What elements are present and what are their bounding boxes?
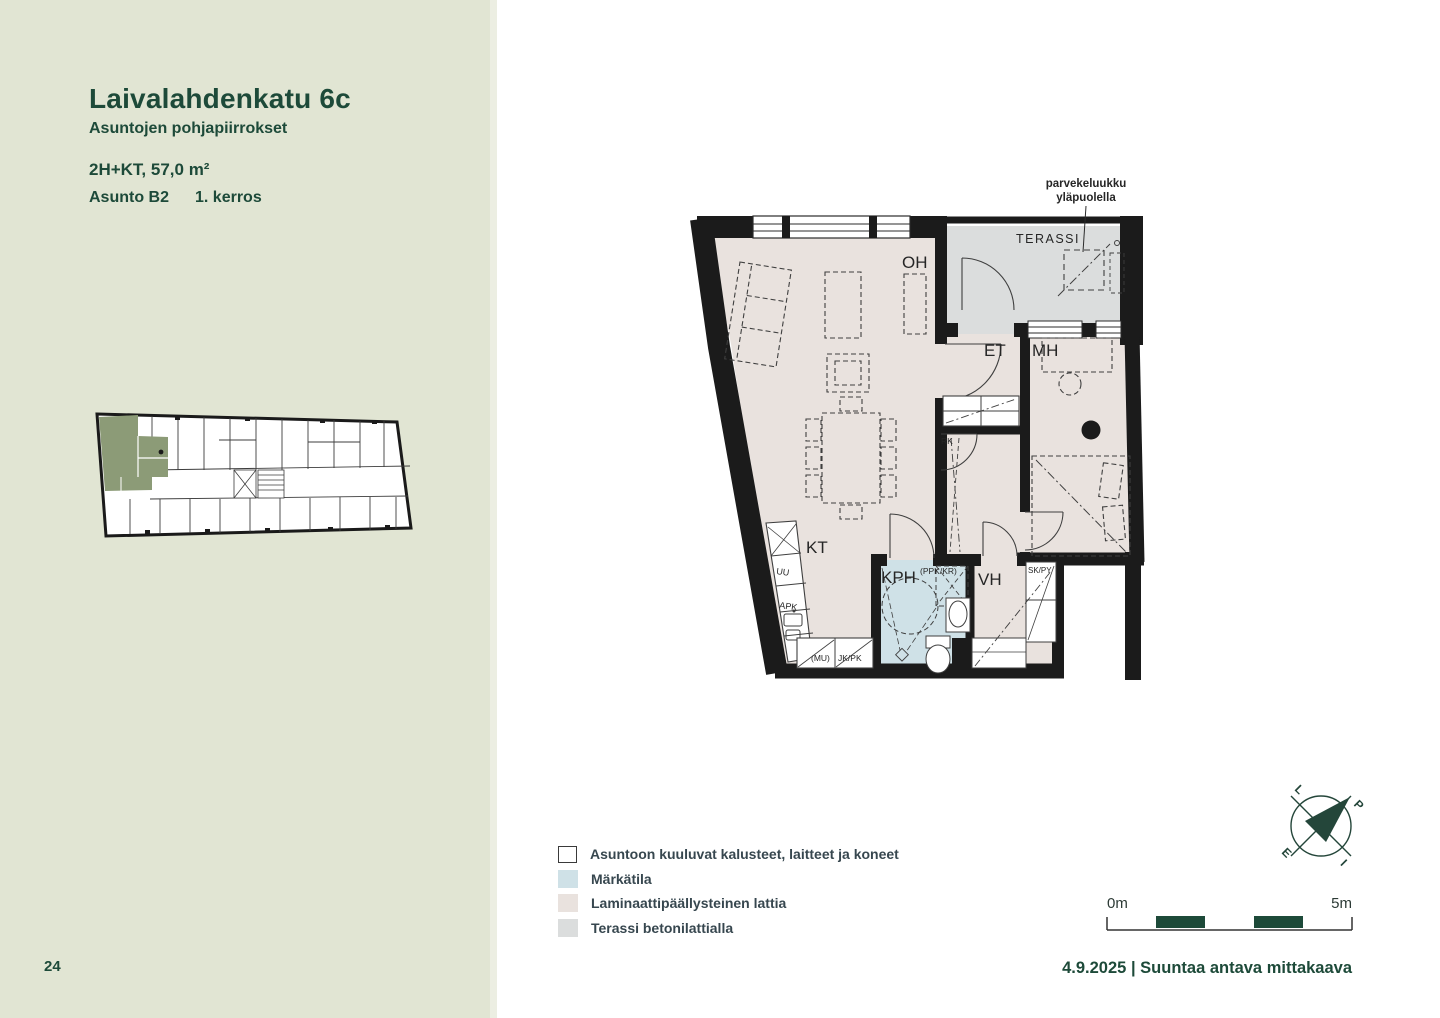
label-microwave: (MU) (811, 653, 830, 663)
label-cabinet: SK/PY (1028, 566, 1052, 575)
building-overview-plan (93, 403, 418, 543)
label-terrace: TERASSI (1016, 232, 1080, 246)
apartment-floor-plan (680, 170, 1155, 690)
footer-date: 4.9.2025 (1062, 959, 1127, 977)
scale-segment-1 (1156, 916, 1205, 928)
label-closet: VH (978, 570, 1002, 589)
legend-item-furniture (558, 842, 899, 867)
legend (558, 842, 899, 940)
legend-swatch-wet-room (558, 870, 578, 888)
legend-swatch-laminate (558, 894, 578, 912)
legend-label: Märkätila (591, 870, 652, 887)
legend-label: Asuntoon kuuluvat kalusteet, laitteet ja koneet (590, 846, 899, 863)
label-entry: ET (984, 341, 1006, 360)
label-dishwasher: APK (778, 600, 798, 613)
title-block (89, 84, 351, 138)
legend-swatch-terrace (558, 919, 578, 937)
annotation-line1: parvekeluukku (1045, 178, 1127, 190)
compass-north-label: P (1351, 797, 1367, 813)
legend-label: Laminaattipäällysteinen lattia (591, 895, 787, 912)
compass-rose (1276, 776, 1376, 876)
legend-item-wet-room (558, 867, 899, 892)
annotation-line2: yläpuolella (1056, 192, 1116, 204)
compass-south-label: E (1278, 844, 1295, 861)
label-bedroom: MH (1032, 341, 1059, 360)
page-title: Laivalahdenkatu 6c (89, 83, 351, 114)
compass-west-label: L (1291, 781, 1308, 798)
legend-item-laminate (558, 891, 899, 916)
legend-label: Terassi betonilattialla (591, 919, 734, 936)
legend-item-terrace (558, 916, 899, 941)
footer-note: Suuntaa antava mittakaava (1140, 959, 1352, 977)
unit-line (89, 189, 262, 207)
bedroom-floor (1025, 334, 1133, 560)
label-washer: (PPK/KR) (920, 566, 957, 576)
legend-swatch-furniture (558, 846, 577, 863)
unit-name: Asunto B2 (89, 189, 169, 206)
scale-bar (1086, 892, 1366, 940)
label-living: OH (902, 253, 928, 272)
scale-start-label: 0m (1107, 895, 1128, 912)
unit-type: 2H+KT, 57,0 m² (89, 160, 210, 179)
stair-core (234, 470, 284, 498)
label-electrical: RK (941, 436, 953, 446)
page-subtitle: Asuntojen pohjapiirrokset (89, 119, 288, 137)
scale-end-label: 5m (1331, 895, 1352, 912)
label-kitchen: KT (806, 538, 828, 557)
label-oven: UU (775, 566, 790, 578)
footer-separator: | (1130, 959, 1136, 977)
label-fridge: JK/PK (838, 653, 862, 663)
scale-segment-2 (1254, 916, 1303, 928)
label-bathroom: KPH (881, 568, 916, 587)
column (1082, 421, 1101, 440)
sidebar-edge-strip (490, 0, 497, 1018)
compass-east-label: I (1337, 856, 1350, 869)
unit-floor: 1. kerros (195, 189, 262, 206)
footer-date-line (680, 959, 1352, 978)
sidebar (0, 0, 497, 1018)
page-number: 24 (44, 958, 61, 975)
